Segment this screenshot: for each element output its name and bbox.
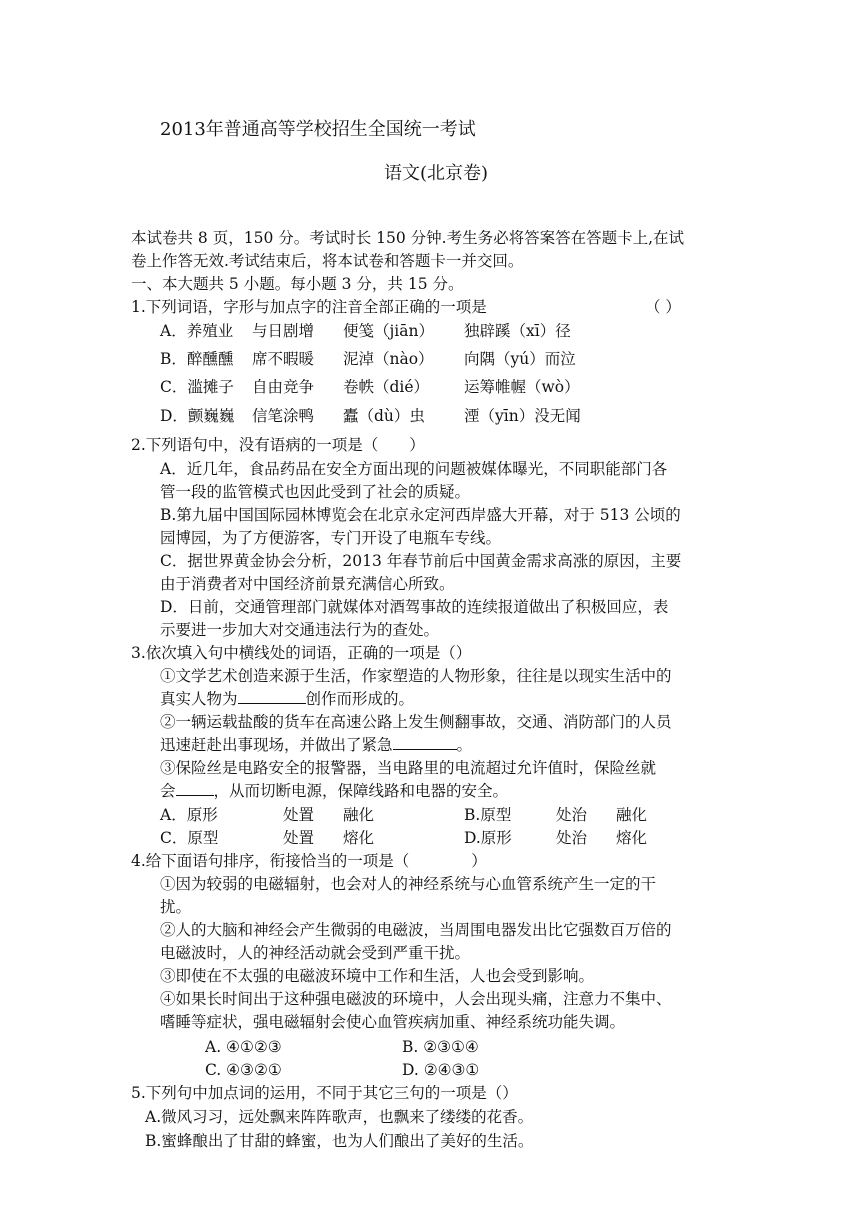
q1-option-d-word3: 蠹（dù）虫: [343, 407, 425, 425]
q3-option-c-word2: 处置: [283, 829, 315, 847]
q3-sentence-2-line-1: ②一辆运载盐酸的货车在高速公路上发生侧翻事故，交通、消防部门的人员: [160, 713, 672, 731]
q3-option-a-word1: A．原形: [160, 806, 218, 824]
q2-option-b-line-1: B.第九届中国国际园林博览会在北京永定河西岸盛大开幕，对于 513 公顷的: [160, 506, 681, 524]
q1-option-b-label: B．醉醺醺: [160, 350, 234, 368]
q1-option-d-word2: 信笔涂鸭: [252, 407, 315, 425]
q3-sentence-3-text-after: ，从而切断电源，保障线路和电器的安全。: [213, 782, 509, 800]
q2-option-b-line-2: 园博园，为了方便游客，专门开设了电瓶车专线。: [160, 529, 502, 547]
q3-blank-1: [238, 688, 306, 704]
q4-option-a: A. ④①②③: [205, 1038, 282, 1056]
q3-sentence-1-line-2: [160, 688, 414, 711]
q1-option-d-word4: 湮（yīn）没无闻: [464, 407, 581, 425]
q3-option-b-word1: B.原型: [464, 806, 512, 824]
q2-option-c-line-1: C．据世界黄金协会分析，2013 年春节前后中国黄金需求高涨的原因，主要: [160, 552, 682, 570]
q4-sentence-4-line-1: ④如果长时间出于这种强电磁波的环境中，人会出现头痛，注意力不集中、: [160, 990, 672, 1008]
q3-option-b-word3: 融化: [616, 806, 648, 824]
q1-option-a-word4: 独辟蹊（xī）径: [464, 322, 571, 340]
q3-option-b-word2: 处治: [556, 806, 588, 824]
q1-option-d-label: D．颤巍巍: [160, 407, 235, 425]
q1-option-a-word3: 便笺（jiān）: [343, 322, 434, 340]
q3-blank-2: [393, 734, 457, 750]
q4-sentence-1-line-2: 扰。: [160, 898, 192, 916]
q3-sentence-3-line-1: ③保险丝是电路安全的报警器，当电路里的电流超过允许值时，保险丝就: [160, 759, 657, 777]
q3-sentence-1-text-before: 真实人物为: [160, 690, 238, 708]
q2-option-d-line-1: D．日前，交通管理部门就媒体对酒驾事故的连续报道做出了积极回应，表: [160, 598, 669, 616]
q1-option-b-word2: 席不暇暖: [252, 350, 315, 368]
q4-sentence-1-line-1: ①因为较弱的电磁辐射，也会对人的神经系统与心血管系统产生一定的干: [160, 875, 657, 893]
intro-line-1: 本试卷共 8 页，150 分。考试时长 150 分钟.考生务必将答案答在答题卡上,在试: [131, 229, 685, 247]
q4-sentence-3: ③即使在不太强的电磁波环境中工作和生活，人也会受到影响。: [160, 967, 595, 985]
page-title: 2013年普通高等学校招生全国统一考试: [160, 119, 476, 140]
page-subtitle: 语文(北京卷): [384, 163, 489, 184]
q2-option-a-line-2: 管一段的监管模式也因此受到了社会的质疑。: [160, 483, 471, 501]
q2-option-a-line-1: A．近几年，食品药品在安全方面出现的问题被媒体曝光，不同职能部门各: [160, 460, 668, 478]
section-heading: 一、本大题共 5 小题。每小题 3 分，共 15 分。: [131, 275, 464, 293]
q1-option-a-label: A．养殖业: [160, 322, 234, 340]
q1-option-a-word2: 与日剧增: [252, 322, 315, 340]
q4-sentence-2-line-1: ②人的大脑和神经会产生微弱的电磁波，当周围电器发出比它强数百万倍的: [160, 921, 672, 939]
q4-sentence-4-line-2: 嗜睡等症状，强电磁辐射会使心血管疾病加重、神经系统功能失调。: [160, 1013, 626, 1031]
q3-sentence-2-text-before: 迅速赶赴出事现场，并做出了紧急: [160, 736, 393, 754]
q4-stem: 4.给下面语句排序，衔接恰当的一项是（ ）: [131, 852, 487, 870]
q3-option-d-word3: 熔化: [616, 829, 648, 847]
q3-option-a-word2: 处置: [283, 806, 315, 824]
q4-sentence-2-line-2: 电磁波时，人的神经活动就会受到严重干扰。: [160, 944, 471, 962]
q5-option-a: A.微风习习，远处飘来阵阵歌声，也飘来了缕缕的花香。: [145, 1108, 534, 1126]
q5-stem: 5.下列句中加点词的运用，不同于其它三句的一项是（）: [131, 1084, 518, 1102]
q1-option-c-label: C．滥摊子: [160, 378, 234, 396]
q4-option-c: C. ④③②①: [205, 1061, 282, 1079]
q1-option-b-word4: 向隅（yú）而泣: [464, 350, 576, 368]
q4-option-d: D. ②④③①: [402, 1061, 480, 1079]
q1-option-c-word4: 运筹帷幄（wò）: [464, 378, 580, 396]
q3-option-c-word3: 熔化: [343, 829, 375, 847]
q1-option-c-word3: 卷帙（dié）: [343, 378, 430, 396]
q3-stem: 3.依次填入句中横线处的词语，正确的一项是（）: [131, 644, 472, 662]
q3-sentence-2-line-2: [160, 734, 472, 757]
q3-sentence-1-line-1: ①文学艺术创造来源于生活，作家塑造的人物形象，往往是以现实生活中的: [160, 667, 672, 685]
q3-blank-3: [176, 780, 214, 796]
q3-option-c-word1: C．原型: [160, 829, 219, 847]
q3-sentence-1-text-after: 创作而形成的。: [305, 690, 415, 708]
q1-answer-bracket: （ ）: [645, 298, 681, 316]
q4-option-b: B. ②③①④: [402, 1038, 479, 1056]
q2-option-c-line-2: 由于消费者对中国经济前景充满信心所致。: [160, 575, 455, 593]
intro-line-2: 卷上作答无效.考试结束后，将本试卷和答题卡一并交回。: [131, 252, 524, 270]
q1-option-c-word2: 自由竞争: [252, 378, 315, 396]
q2-stem: 2.下列语句中，没有语病的一项是（ ）: [131, 436, 425, 454]
q2-option-d-line-2: 示要进一步加大对交通违法行为的查处。: [160, 621, 440, 639]
q1-option-b-word3: 泥淖（nào）: [343, 350, 434, 368]
q3-sentence-3-text-before: 会: [160, 782, 176, 800]
q3-option-d-word1: D.原形: [464, 829, 512, 847]
q3-option-d-word2: 处治: [556, 829, 588, 847]
q3-option-a-word3: 融化: [343, 806, 375, 824]
q3-sentence-2-text-after: 。: [456, 736, 473, 754]
q5-option-b: B.蜜蜂酿出了甘甜的蜂蜜，也为人们酿出了美好的生活。: [145, 1132, 534, 1150]
q1-stem: 1.下列词语，字形与加点字的注音全部正确的一项是: [131, 298, 487, 316]
q3-sentence-3-line-2: [160, 780, 508, 803]
